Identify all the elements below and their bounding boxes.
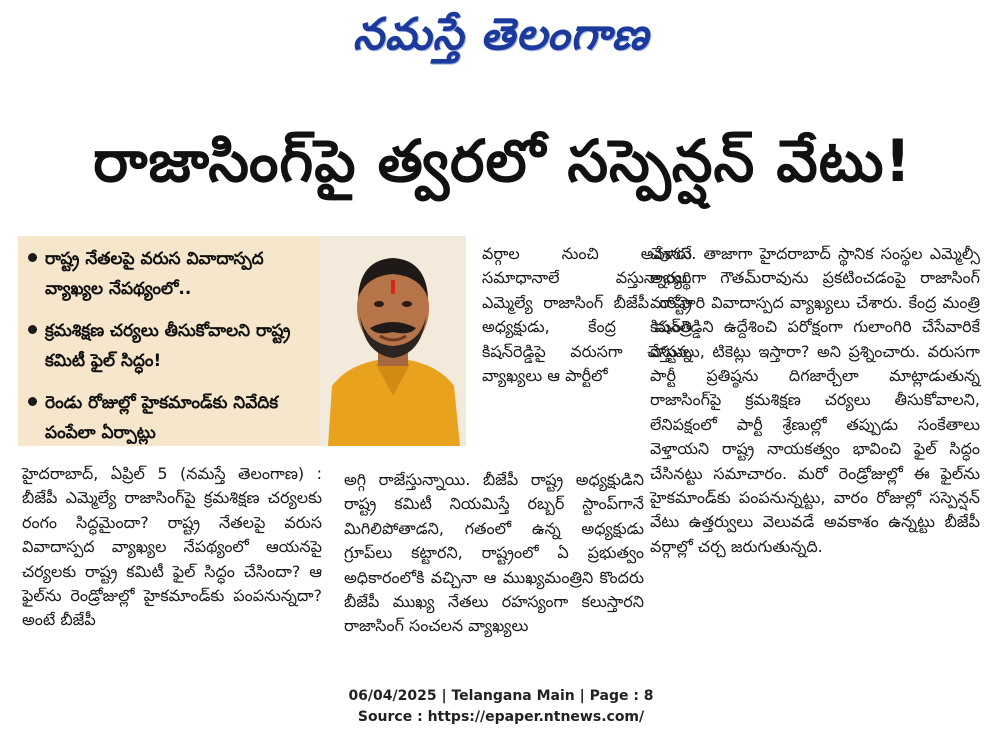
highlight-item	[26, 316, 312, 376]
highlight-text: క్రమశిక్షణ చర్యలు తీసుకోవాలని రాష్ట్ర కమిటీ ఫైల్ సిద్ధం!	[45, 321, 291, 371]
portrait-photo	[320, 236, 466, 446]
source-line: Source : https://epaper.ntnews.com/	[357, 709, 645, 725]
article-column-1	[22, 462, 322, 633]
highlight-item	[26, 244, 312, 304]
highlight-text: రాష్ట్ర నేతలపై వరుస వివాదాస్పద వ్యాఖ్యల నేపథ్యంలో..	[45, 249, 264, 299]
article-paragraph: అగ్గి రాజేస్తున్నాయి. బీజేపీ రాష్ట్ర అధ్యక్షుడిని రాష్ట్ర కమిటీ నియమిస్తే రబ్బర్ స్టాంప్‌గానే మిగిలిపోతాడని, గతంలో ఉన్న అధ్యక్షుడు గ్రూప్‌లు కట్టారని, రాష్ట్రంలో ఏ ప్రభుత్వం అధికారంలోకి వచ్చినా ఆ ముఖ్యమంత్రిని కొందరు బీజేపీ ముఖ్య నేతలు రహస్యంగా కలుస్తారని రాజాసింగ్ సంచలన వ్యాఖ్యలు	[344, 470, 644, 636]
bullet-icon	[28, 325, 37, 334]
article-paragraph: హైదరాబాద్, ఏప్రిల్ 5 (నమస్తే తెలంగాణ) : బీజేపీ ఎమ్మెల్యే రాజాసింగ్‌పై క్రమశిక్షణ చర్యలకు రంగం సిద్ధమైందా? రాష్ట్ర నేతలపై వరుస వివాదాస్పద వ్యాఖ్యల నేపథ్యంలో ఆయనపై చర్యలకు రాష్ట్ర కమిటీ ఫైల్ సిద్ధం చేసిందా? ఆ ఫైల్‌ను రెండ్రోజుల్లో హైకమాండ్‌కు పంపనున్నదా? అంటే బీజేపీ	[22, 464, 322, 630]
article-paragraph: చేశారు. తాజాగా హైదరాబాద్ స్థానిక సంస్థల ఎమ్మెల్సీ అభ్యర్థిగా గౌతమ్‌రావును ప్రకటించడంపై రాజాసింగ్ మరోసారి వివాదాస్పద వ్యాఖ్యలు చేశారు. కేంద్ర మంత్రి కిషన్‌రెడ్డిని ఉద్దేశించి పరోక్షంగా గులాంగిరి చేసేవారికే పోస్టులు, టికెట్లు ఇస్తారా? అని ప్రశ్నించారు. వరుసగా పార్టీ ప్రతిష్ఠను దిగజార్చేలా మాట్లాడుతున్న రాజాసింగ్‌పై క్రమశిక్షణ చర్యలు తీసుకోవాలని, లేనిపక్షంలో పార్టీ శ్రేణుల్లో తప్పుడు సంకేతాలు వెళ్తాయని రాష్ట్ర నాయకత్వం భావించి ఫైల్ సిద్ధం చేసినట్టు సమాచారం. మరో రెండ్రోజుల్లో ఈ ఫైల్‌ను హైకమాండ్‌కు పంపనున్నట్టు, వారం రోజుల్లో సస్పెన్షన్ వేటు ఉత్తర్వులు వెలువడే అవకాశం ఉన్నట్టు బీజేపీ వర్గాల్లో చర్చ జరుగుతున్నది.	[650, 244, 980, 556]
newspaper-masthead: నమస్తే తెలంగాణ	[352, 9, 650, 60]
edition-info: 06/04/2025 | Telangana Main | Page : 8	[348, 688, 654, 704]
article-headline: రాజాసింగ్‌పై త్వరలో సస్పెన్షన్ వేటు!	[93, 126, 912, 195]
article-column-3	[650, 242, 980, 559]
portrait-illustration	[320, 236, 466, 446]
bullet-icon	[28, 253, 37, 262]
bullet-icon	[28, 397, 37, 406]
highlights-box	[18, 236, 320, 446]
highlight-item	[26, 388, 312, 448]
article-paragraph: వర్గాల నుంచి అవుననే సమాధానాలే వస్తున్నాయి. ఎమ్మెల్యే రాజాసింగ్ బీజేపీ రాష్ట్ర అధ్యక్షుడు, కేంద్ర మంత్రి కిషన్‌రెడ్డిపై వరుసగా చేస్తున్న వ్యాఖ్యలు ఆ పార్టీలో	[482, 244, 692, 386]
article-column-2-bottom	[344, 468, 644, 639]
highlight-text: రెండు రోజుల్లో హైకమాండ్‌కు నివేదిక పంపేలా ఏర్పాట్లు	[45, 393, 279, 443]
